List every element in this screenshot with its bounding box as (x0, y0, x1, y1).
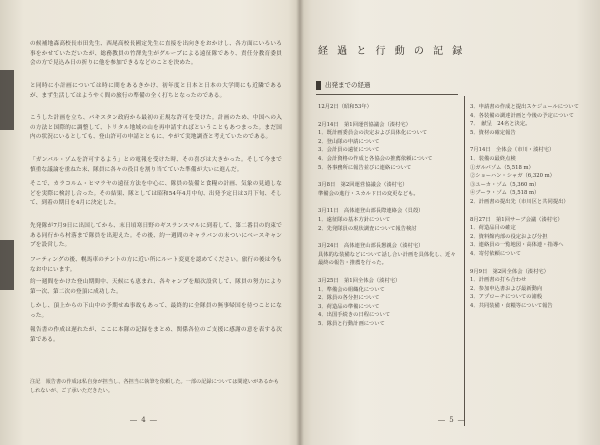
footnote: 注記 報告書の作成は私自身が担当し、各担当に執筆を依頼した。一部の記録については間違いがあるかもしれないが、ご了承いただきたい。 (30, 379, 279, 394)
entry-date: 12月2日（昭和53年） (318, 104, 372, 110)
timeline-entry (318, 103, 458, 112)
entry-item: 5．隊員と行動計画について (318, 320, 385, 327)
entry-item: 2．隊員の各分担について (318, 295, 380, 302)
paragraph: と同時に小計画については時に間をあるきかけ、初年度と日本と日本の大学間にも近隣であるが、まず生活してはようやく間の旅行の準備の全く打ちとなったのである。 (30, 83, 282, 99)
entry-date: 8月27日 第1回サーブ会議（湊村宅） (470, 216, 563, 223)
entry-item: 7． 献呈 24名と決定。 (470, 121, 531, 128)
paragraph: 報告書の作成は遅れたが、ここに本隊の記録をまとめ、関係各位のご支援に感謝の意を表する次第である。 (30, 327, 282, 343)
entry-item: 3．荷造品の準備について (318, 303, 380, 310)
entry-item: 5．資材の確定報告 (470, 129, 516, 136)
entry-item: 2．資料館内部の役定および分担 (470, 233, 548, 240)
paragraph: そこで、カラコルム・ヒマラヤの遠征方法を中心に、隊員の装備と食糧の計画、気象の見通しなどを実際に検討し合った。その結果、隊としては昭和54年4月中旬、出発予定日は3月下旬、そして、到着の期日を4月に決定した。 (30, 181, 282, 207)
entry-item: 4．共同装備・食糧等について報告 (470, 302, 553, 309)
entry-item: ④ブーラ・ゾム（5,518 m） (470, 190, 540, 197)
entry-item: ②ショーハン・シャガ（6,320 m） (470, 173, 555, 180)
paragraph: こうした計画を立ち、パキスタン政府から最初の正規な許可を受けた。計画のため、中国への入の方法と国際的に調整して、トリタル地域の山を再申請すればということもあつまった。まだ国内の状況にいるとしても、登山許可の申請とともに、やがて実地調査と考えていたのである。 (30, 115, 282, 141)
timeline-entry (470, 216, 588, 259)
entry-item: 2．登山隊の申請について (318, 138, 380, 145)
entry-date: 3月11日 高体連登山部長際連絡会（貝殻） (318, 208, 424, 215)
timeline-entry (470, 103, 588, 137)
entry-item: 2．参加申込書および最新動向 (470, 285, 543, 292)
entry-date: 7月14日 全体会（市川・湊村宅） (470, 147, 555, 154)
timeline-entry (318, 121, 458, 147)
timeline-entry (470, 268, 588, 311)
entry-item: 3．申請書の作成と提出スケジュールについて (470, 104, 579, 110)
page-title: 経 過 と 行 動 の 記 録 (318, 46, 466, 57)
left-page (0, 0, 299, 445)
column-rule (464, 96, 465, 426)
paragraph: の候補地森高校長市田先生、西尾高校長國定先生に直接を出向きをおかけし、各方面にいろいろ事をかせていただいたが、総務教員の竹澤先生がグループによる遠征隊であり、責任分教育委員会の方で見込み日の折りに他を参加できるなどのことを決めた。 (30, 41, 282, 67)
entry-item: 準備会の進行・スカルド日の変更なども。 (318, 190, 419, 197)
entry-item: 4．出国手続きの日程について (318, 312, 391, 319)
entry-item: 4．各装備の調達計画と今後の予定について (470, 112, 574, 119)
entry-date: 3月8日 第2回運営協議会（湊村宅） (318, 182, 408, 189)
timeline-entry (318, 181, 458, 198)
entry-date: 3月25日 第1回全体会（湊村宅） (318, 277, 401, 284)
paragraph: しかし、頂上からの下山中の予期せぬ事故もあって、最終的に全隊員の無事帰国を待つことになった。 (30, 303, 282, 319)
entry-item: 2．計画書の提出先（市川区と共同提出） (470, 198, 569, 205)
entry-item: 3．連絡員の一覧地図・高体連・指導へ (470, 242, 564, 249)
entry-item: 1．装備の最終点検 (470, 155, 516, 162)
entry-item: 3．アプローチについての諸般 (470, 294, 543, 301)
timeline-column (470, 103, 588, 310)
entry-item: 1．荷造品目の確定 (470, 225, 516, 232)
timeline-entry (318, 242, 458, 268)
entry-date: 2月14日 第1回運営協議会（湊村宅） (318, 121, 411, 128)
entry-item: 3．会計員の遠征について (318, 147, 380, 154)
timeline-entry (318, 207, 458, 233)
page-number: ― 4 ― (130, 416, 158, 424)
paragraph: 先発隊が7月9日に出国してから、末日頃寒日野のギスランスマルに到着して、第二番目の約束である同行から村落まで隊員を出迎えた。その後、約一週間のキャラバンの末ついにべースキャンプを設営した。 (30, 223, 282, 249)
timeline-column (318, 103, 458, 328)
entry-item: 1．準備会の組織化について (318, 286, 385, 293)
entry-item: 1．既計画委員会の決定および具体化について (318, 130, 428, 137)
entry-date: 3月24日 高体連登山部長懇親会（湊村宅） (318, 243, 424, 250)
heading-marker (316, 81, 321, 90)
paragraph: 「ガンバル・ゾムを許可するよう」との電報を受けた時、その喜びは大きかった。そして今まで慎重な議論を重ねた末、隊員に各々の役目を割り当てていた準備が大いに進んだ。 (30, 157, 282, 173)
timeline-entry (318, 277, 458, 329)
timeline-entry (318, 146, 458, 172)
entry-item: 4．寄付依頼について (470, 250, 521, 257)
entry-item: 1．計画書の打ち合わせ (470, 277, 527, 284)
entry-item: 2．先発隊員の現状調査について報告検討 (318, 225, 417, 232)
divider (316, 94, 458, 95)
entry-item: ③ユーカ・ゾム（5,360 m） (470, 181, 540, 188)
timeline-entry (470, 146, 588, 206)
section-heading-text: 出発までの経過 (325, 81, 371, 89)
section-heading (316, 80, 371, 90)
entry-item: 4．会計資格の作成と各協会の推薦依頼について (318, 155, 433, 162)
entry-item: 5．各事務所に報告並びに連絡について (318, 164, 412, 171)
entry-date: 9月9日 第2回全体会（湊村宅） (470, 268, 549, 275)
paragraph: 約一週間をかけた登山期間中、天候にも恵まれ、各キャンプを順次設営して、隊員の努力により第一次、第二次の登頂に成功した。 (30, 279, 282, 295)
entry-item: 1．遠征隊の基本方針について (318, 216, 391, 223)
paragraph: フーティングの後、幌馬車のテントの方に近い所にルート変更を認めてください。旅行の後は今もなお中にいます。 (30, 257, 282, 273)
page-number: ― 5 ― (438, 416, 466, 424)
entry-item: 具体的な装備などについて話し合い計画を具体化し、近々最終の報告・推薦を行った。 (318, 251, 456, 267)
entry-item: ①ガルバゾム（5,518 m） (470, 164, 534, 171)
